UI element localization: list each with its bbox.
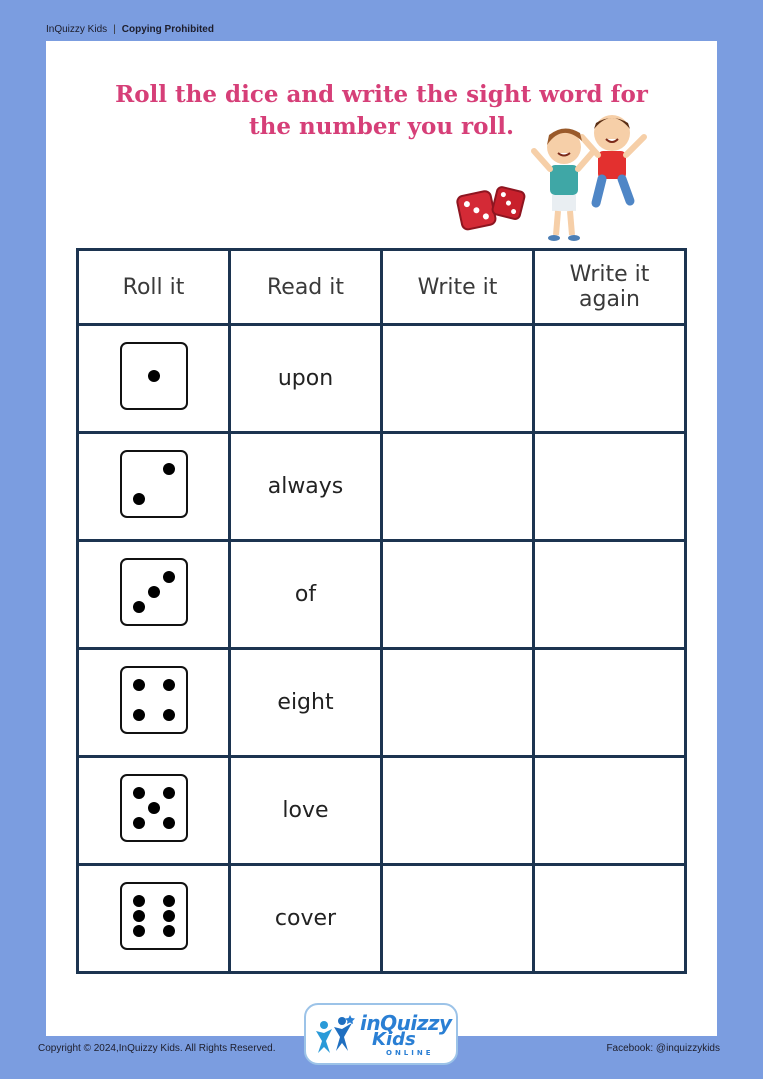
dice-pip	[133, 709, 145, 721]
happy-kids-illustration	[522, 111, 662, 247]
dice-pip	[133, 679, 145, 691]
header-separator: |	[113, 24, 116, 35]
write-it-cell[interactable]	[382, 541, 534, 649]
logo-text-kids: Kids	[372, 1029, 416, 1050]
dice-pip	[163, 709, 175, 721]
sight-word: of	[230, 541, 382, 649]
sight-word: eight	[230, 649, 382, 757]
sight-word: upon	[230, 325, 382, 433]
column-header-read: Read it	[230, 250, 382, 325]
dice-pip	[133, 601, 145, 613]
logo-text-online: ONLINE	[386, 1049, 434, 1057]
inquizzy-kids-logo	[304, 1003, 458, 1065]
column-header-write-again	[534, 250, 686, 325]
dice-pip	[133, 493, 145, 505]
dice-six-icon	[120, 882, 188, 950]
table-row	[78, 541, 686, 649]
table-row	[78, 325, 686, 433]
sight-word: always	[230, 433, 382, 541]
footer-facebook: Facebook: @inquizzykids	[606, 1043, 720, 1054]
write-it-again-cell[interactable]	[534, 649, 686, 757]
dice-three-icon	[120, 558, 188, 626]
roll-cell	[78, 433, 230, 541]
dice-pip	[163, 817, 175, 829]
table-row	[78, 433, 686, 541]
table-row	[78, 649, 686, 757]
dice-pip	[148, 802, 160, 814]
dice-pip	[148, 370, 160, 382]
dice-pip	[163, 463, 175, 475]
red-dice-illustration	[456, 181, 528, 237]
write-it-again-cell[interactable]	[534, 433, 686, 541]
dice-pip	[163, 925, 175, 937]
sight-word: love	[230, 757, 382, 865]
title-line-1: Roll the dice and write the sight word for	[115, 81, 648, 108]
table-header-row	[78, 250, 686, 325]
write-it-cell[interactable]	[382, 325, 534, 433]
sight-word: cover	[230, 865, 382, 973]
header-brand: InQuizzy Kids	[46, 24, 108, 35]
dice-pip	[133, 817, 145, 829]
dice-pip	[163, 895, 175, 907]
dice-pip	[148, 586, 160, 598]
kids-logo-figures-icon	[312, 1013, 358, 1059]
top-bar	[46, 24, 214, 35]
header-notice: Copying Prohibited	[121, 24, 214, 35]
dice-pip	[163, 910, 175, 922]
write-it-again-cell[interactable]	[534, 541, 686, 649]
column-header-write-again-label: Write it again	[569, 262, 650, 312]
write-it-cell[interactable]	[382, 865, 534, 973]
roll-cell	[78, 649, 230, 757]
column-header-roll: Roll it	[78, 250, 230, 325]
dice-pip	[163, 679, 175, 691]
title-line-2: the number you roll.	[249, 113, 514, 140]
write-it-cell[interactable]	[382, 433, 534, 541]
dice-pip	[163, 571, 175, 583]
write-it-cell[interactable]	[382, 649, 534, 757]
table-row	[78, 757, 686, 865]
logo-text-inquizzy: inQuizzy	[360, 1011, 452, 1035]
write-it-cell[interactable]	[382, 757, 534, 865]
write-it-again-cell[interactable]	[534, 757, 686, 865]
dice-pip	[133, 910, 145, 922]
dice-two-icon	[120, 450, 188, 518]
dice-five-icon	[120, 774, 188, 842]
roll-cell	[78, 325, 230, 433]
roll-cell	[78, 757, 230, 865]
roll-cell	[78, 541, 230, 649]
dice-pip	[133, 925, 145, 937]
roll-cell	[78, 865, 230, 973]
dice-four-icon	[120, 666, 188, 734]
table-row	[78, 865, 686, 973]
dice-pip	[133, 787, 145, 799]
dice-pip	[133, 895, 145, 907]
dice-pip	[163, 787, 175, 799]
sight-word-table	[76, 248, 687, 974]
column-header-write: Write it	[382, 250, 534, 325]
worksheet-page	[46, 41, 717, 1036]
dice-one-icon	[120, 342, 188, 410]
footer-copyright: Copyright © 2024,InQuizzy Kids. All Rights Reserved.	[38, 1043, 276, 1054]
write-it-again-cell[interactable]	[534, 325, 686, 433]
write-it-again-cell[interactable]	[534, 865, 686, 973]
